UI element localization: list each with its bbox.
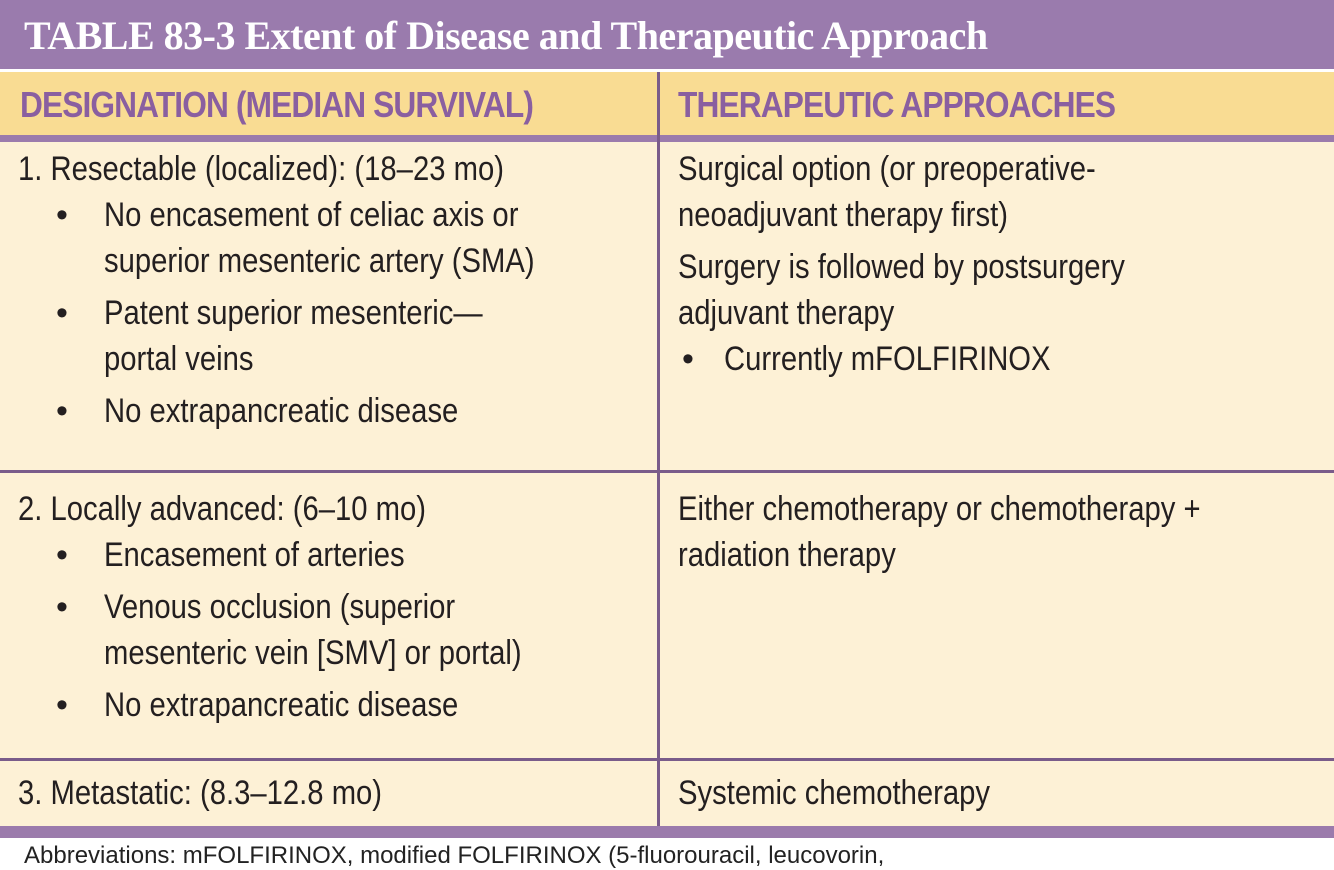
- row1-bullet-3-line1: No extrapancreatic disease: [104, 392, 459, 430]
- row2-bullet-2-line2: mesenteric vein [SMV] or portal): [104, 634, 522, 672]
- row3-approach-cell: [678, 770, 1328, 816]
- row3-approach-line1: Systemic chemotherapy: [678, 774, 991, 812]
- row1-bullet-2-line2: portal veins: [104, 340, 254, 378]
- table-bottom-rule: [0, 826, 1334, 838]
- row2-designation: 2. Locally advanced: (6–10 mo): [18, 490, 426, 528]
- row1-approach-1-line1: Surgical option (or preoperative-: [678, 150, 1096, 188]
- row2-approach-line2: radiation therapy: [678, 536, 896, 574]
- row1-approach-cell: [678, 146, 1328, 382]
- bullet-dot: •: [56, 536, 68, 574]
- table-title-bar: [0, 0, 1334, 72]
- bullet-dot: •: [56, 294, 68, 332]
- row1-bullet-1-line2: superior mesenteric artery (SMA): [104, 242, 535, 280]
- row2-bullet-2: [18, 584, 653, 676]
- row2-bullet-1: [18, 532, 653, 578]
- table-header-row: [0, 72, 1334, 142]
- row1-designation-cell: [18, 146, 653, 434]
- row1-bullet-1-line1: No encasement of celiac axis or: [104, 196, 519, 234]
- header-divider: [657, 72, 660, 142]
- table-title: TABLE 83-3 Extent of Disease and Therapeutic Approach: [24, 13, 988, 58]
- bullet-dot: •: [56, 392, 68, 430]
- column-header-designation: DESIGNATION (MEDIAN SURVIVAL): [20, 84, 534, 125]
- bullet-dot: •: [56, 588, 68, 626]
- row1-approach-bullet-text: Currently mFOLFIRINOX: [724, 340, 1051, 378]
- row1-bullet-1: [18, 192, 653, 284]
- row2-bullet-2-line1: Venous occlusion (superior: [104, 588, 456, 626]
- column-divider-row1: [657, 142, 660, 470]
- row2-bullet-3: [18, 682, 653, 728]
- column-divider-row3: [657, 758, 660, 826]
- row1-bullet-3: [18, 388, 653, 434]
- bullet-dot: •: [56, 196, 68, 234]
- row2-bullet-3-line1: No extrapancreatic disease: [104, 686, 459, 724]
- row1-approach-2-line2: adjuvant therapy: [678, 294, 895, 332]
- row2-approach-line1: Either chemotherapy or chemotherapy +: [678, 490, 1201, 528]
- row-divider-2: [0, 758, 1334, 761]
- row1-bullet-2-line1: Patent superior mesenteric—: [104, 294, 483, 332]
- row2-designation-cell: [18, 486, 653, 728]
- column-header-approaches: THERAPEUTIC APPROACHES: [678, 84, 1116, 125]
- row3-designation-cell: [18, 770, 653, 816]
- bullet-dot: •: [682, 340, 694, 378]
- row3-designation: 3. Metastatic: (8.3–12.8 mo): [18, 774, 383, 812]
- footnote-area: [0, 838, 1334, 869]
- row2-approach-cell: [678, 486, 1328, 578]
- row1-designation: 1. Resectable (localized): (18–23 mo): [18, 150, 504, 188]
- row1-approach-1-line2: neoadjuvant therapy first): [678, 196, 1008, 234]
- row2-bullet-1-line1: Encasement of arteries: [104, 536, 405, 574]
- row-divider-1: [0, 470, 1334, 473]
- row1-approach-2-line1: Surgery is followed by postsurgery: [678, 248, 1125, 286]
- footnote-text: Abbreviations: mFOLFIRINOX, modified FOLFIRINOX (5-fluorouracil, leucovorin,: [24, 842, 885, 869]
- bullet-dot: •: [56, 686, 68, 724]
- row1-approach-bullet: [678, 336, 1328, 382]
- row1-bullet-2: [18, 290, 653, 382]
- column-divider-row2: [657, 470, 660, 758]
